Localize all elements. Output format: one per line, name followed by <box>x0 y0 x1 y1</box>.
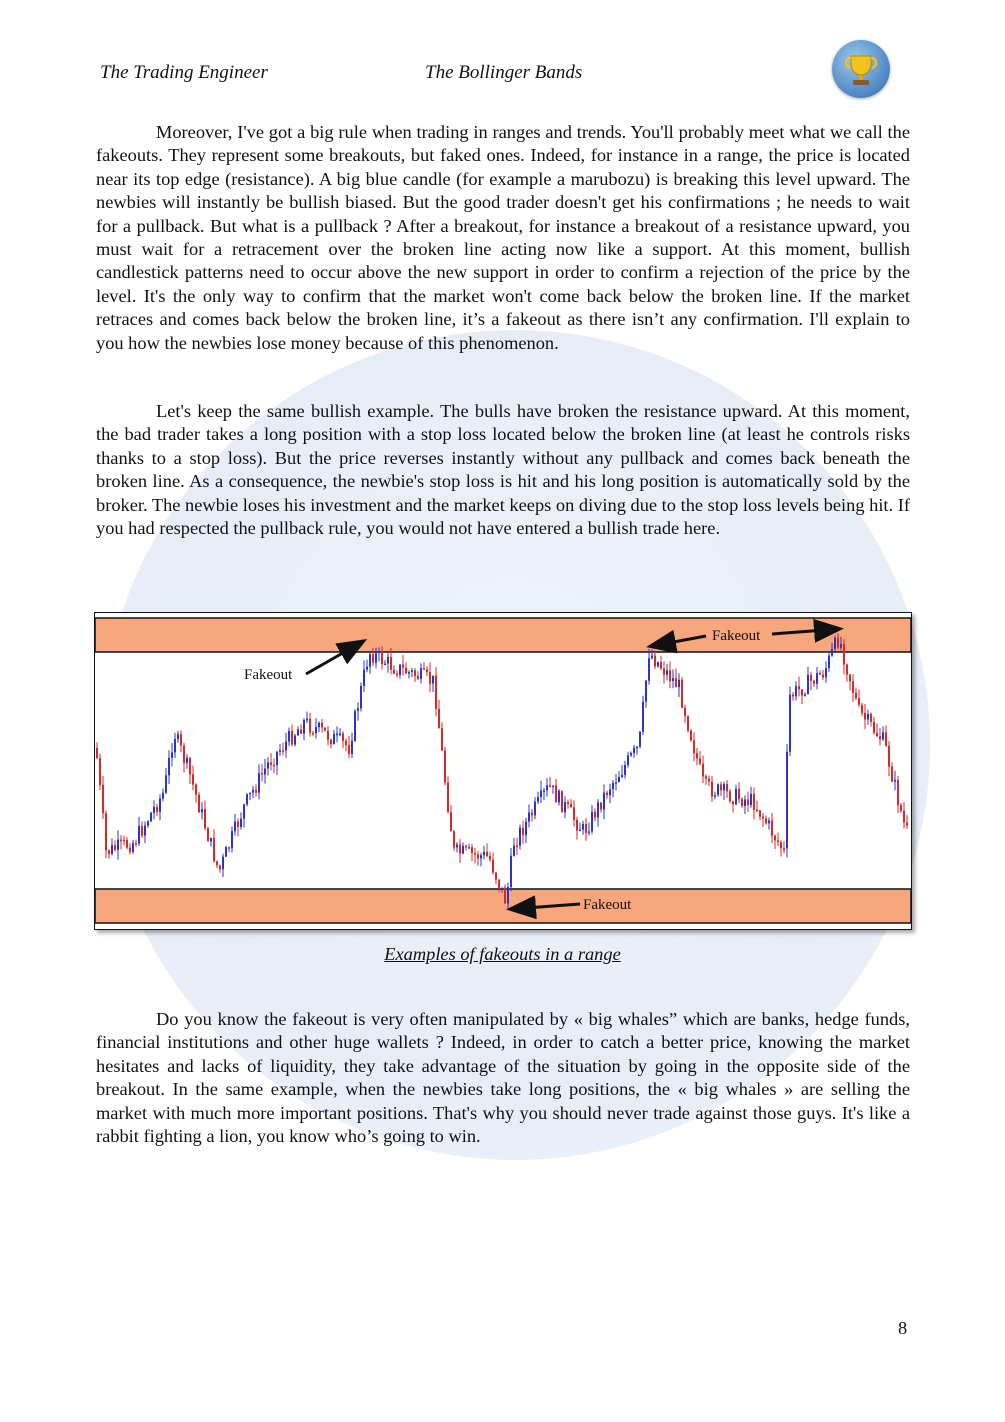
candle-body <box>282 750 284 752</box>
candle-body <box>405 668 407 674</box>
candle-body <box>609 789 611 795</box>
candle-body <box>750 794 752 805</box>
candle-body <box>279 750 281 752</box>
candle-body <box>612 783 614 790</box>
candle-body <box>801 689 803 695</box>
candle-body <box>186 758 188 763</box>
candle-body <box>525 822 527 836</box>
candle-body <box>426 669 428 672</box>
candle-body <box>654 656 656 667</box>
candle-body <box>369 654 371 667</box>
candle-body <box>708 779 710 782</box>
candle-body <box>396 674 398 676</box>
candle-body <box>453 831 455 847</box>
candle-body <box>399 665 401 675</box>
candle-body <box>663 668 665 674</box>
candle-body <box>822 675 824 678</box>
candle-body <box>756 810 758 812</box>
candle-body <box>882 732 884 739</box>
candle-body <box>378 651 380 653</box>
candle-body <box>402 665 404 668</box>
candle-body <box>315 727 317 733</box>
candle-body <box>288 731 290 741</box>
candle-body <box>351 741 353 754</box>
candle-body <box>903 811 905 823</box>
candle-body <box>339 734 341 736</box>
candle-body <box>789 695 791 752</box>
candle-body <box>234 822 236 832</box>
header-chapter-title: The Bollinger Bands <box>425 62 583 83</box>
candle-body <box>375 653 377 662</box>
resistance-zone <box>95 618 911 652</box>
candle-body <box>546 785 548 790</box>
candle-body <box>327 731 329 740</box>
candle-body <box>795 686 797 696</box>
candle-body <box>861 705 863 713</box>
candle-body <box>678 680 680 687</box>
support-zone <box>95 889 911 923</box>
candle-body <box>666 670 668 674</box>
candle-body <box>573 807 575 819</box>
candle-body <box>876 733 878 736</box>
candle-body <box>837 638 839 648</box>
candle-body <box>363 670 365 686</box>
candle-body <box>264 768 266 774</box>
candle-body <box>117 840 119 850</box>
candle-body <box>411 670 413 672</box>
candle-body <box>171 752 173 757</box>
candle-body <box>135 843 137 845</box>
candle-body <box>123 840 125 842</box>
candle-body <box>198 795 200 813</box>
candle-body <box>900 805 902 811</box>
candle-body <box>735 789 737 804</box>
candle-body <box>444 751 446 783</box>
candle-body <box>204 809 206 828</box>
candle-body <box>294 735 296 744</box>
candle-body <box>483 852 485 855</box>
candle-body <box>879 736 881 739</box>
candle-body <box>462 846 464 854</box>
candle-body <box>330 740 332 745</box>
candle-body <box>321 723 323 728</box>
candle-body <box>333 734 335 745</box>
candle-body <box>267 762 269 768</box>
candle-body <box>846 665 848 675</box>
candle-body <box>522 828 524 835</box>
candle-body <box>591 812 593 832</box>
candle-body <box>615 782 617 784</box>
candle-body <box>423 668 425 670</box>
candle-body <box>435 676 437 709</box>
candle-body <box>567 802 569 804</box>
candle-body <box>108 850 110 853</box>
candle-body <box>870 714 872 722</box>
candle-body <box>417 676 419 679</box>
candle-body <box>270 762 272 765</box>
candle-body <box>555 785 557 802</box>
candle-body <box>408 672 410 674</box>
candle-body <box>141 826 143 835</box>
candle-body <box>543 790 545 792</box>
candle-body <box>819 673 821 675</box>
candle-body <box>738 789 740 799</box>
candle-body <box>633 748 635 753</box>
candle-body <box>114 845 116 850</box>
candle-body <box>222 857 224 869</box>
fakeout-label-left: Fakeout <box>244 667 293 683</box>
candle-body <box>495 873 497 880</box>
candle-body <box>306 719 308 721</box>
candle-body <box>513 846 515 856</box>
candle-body <box>372 654 374 663</box>
candle-body <box>438 709 440 728</box>
candle-body <box>126 840 128 848</box>
candle-body <box>582 824 584 830</box>
candle-body <box>858 698 860 705</box>
candle-body <box>501 888 503 890</box>
candle-body <box>219 865 221 869</box>
candle-body <box>642 702 644 732</box>
candle-body <box>675 678 677 687</box>
candle-body <box>603 793 605 810</box>
candle-body <box>450 812 452 831</box>
candle-body <box>639 732 641 747</box>
candle-body <box>147 821 149 825</box>
candle-body <box>465 846 467 848</box>
candle-body <box>600 802 602 809</box>
candle-body <box>492 860 494 873</box>
candle-body <box>432 676 434 684</box>
candle-body <box>717 784 719 795</box>
candle-body <box>726 784 728 791</box>
candle-body <box>480 855 482 858</box>
candle-body <box>252 790 254 793</box>
candle-body <box>285 742 287 751</box>
candle-body <box>207 828 209 841</box>
candle-body <box>594 812 596 818</box>
candle-body <box>885 732 887 746</box>
candle-body <box>807 675 809 694</box>
candle-body <box>429 672 431 684</box>
candle-body <box>840 644 842 648</box>
candle-body <box>684 708 686 716</box>
candle-body <box>348 745 350 754</box>
candle-body <box>516 846 518 848</box>
candle-body <box>873 722 875 733</box>
candle-body <box>897 780 899 805</box>
candle-body <box>243 804 245 818</box>
candle-body <box>864 713 866 720</box>
candle-body <box>129 848 131 853</box>
candle-body <box>261 773 263 775</box>
candle-body <box>459 844 461 853</box>
candle-body <box>201 809 203 812</box>
candle-body <box>702 764 704 777</box>
body-paragraph: Do you know the fakeout is very often manipulated by « big whales” which are banks, hedge funds, financial institutions and other huge wallets ? Indeed, in order to catch a better price, knowing the market hesitates and lacks of liquidity, they take advantage of the situation by going in the opposite side of the breakout. In the same example, when the newbies take long positions, the « big whales » are selling the market with much more important positions. That's why you should never trade against those guys. It's like a rabbit fighting a lion, you know who’s going to win. <box>96 1009 910 1147</box>
candle-body <box>783 848 785 850</box>
candle-body <box>174 739 176 752</box>
candle-body <box>636 747 638 749</box>
candle-body <box>732 802 734 805</box>
candle-body <box>711 782 713 797</box>
candle-body <box>507 887 509 903</box>
candle-body <box>723 784 725 790</box>
chart-frame <box>94 612 912 930</box>
candle-body <box>99 758 101 785</box>
candle-body <box>111 845 113 854</box>
candle-body <box>156 807 158 812</box>
candle-body <box>336 734 338 736</box>
candle-body <box>420 668 422 679</box>
candle-body <box>831 649 833 656</box>
candle-body <box>852 681 854 692</box>
candle-body <box>237 822 239 827</box>
fakeout-label-top-right: Fakeout <box>712 628 761 644</box>
candle-body <box>300 729 302 733</box>
candle-body <box>552 785 554 787</box>
candle-body <box>342 734 344 741</box>
candle-body <box>324 728 326 731</box>
candle-body <box>777 840 779 842</box>
candle-body <box>486 852 488 856</box>
candle-body <box>195 785 197 795</box>
candle-body <box>231 831 233 848</box>
candle-body <box>645 681 647 702</box>
candle-body <box>474 853 476 855</box>
candle-body <box>579 830 581 832</box>
candle-body <box>189 758 191 774</box>
fakeout-chart-figure <box>94 612 912 930</box>
candle-body <box>681 680 683 708</box>
candle-body <box>651 656 653 659</box>
candle-body <box>447 782 449 812</box>
candle-body <box>345 741 347 745</box>
candle-body <box>855 693 857 698</box>
candle-body <box>276 752 278 765</box>
candle-body <box>696 753 698 758</box>
candle-body <box>792 695 794 697</box>
candle-body <box>213 838 215 861</box>
candle-body <box>471 847 473 853</box>
candle-body <box>393 670 395 674</box>
candle-body <box>540 791 542 797</box>
candle-body <box>354 711 356 741</box>
candle-body <box>291 731 293 744</box>
candle-body <box>381 651 383 664</box>
trophy-icon <box>832 40 890 98</box>
candle-body <box>180 734 182 745</box>
candle-body <box>168 758 170 775</box>
candle-body <box>759 810 761 816</box>
candle-body <box>630 753 632 755</box>
candle-body <box>489 856 491 860</box>
candle-body <box>891 767 893 782</box>
candle-body <box>132 843 134 852</box>
candle-body <box>843 644 845 664</box>
candle-body <box>414 670 416 676</box>
header-book-title: The Trading Engineer <box>100 62 268 83</box>
candle-body <box>816 673 818 684</box>
candle-body <box>576 820 578 831</box>
candle-body <box>309 719 311 733</box>
candle-body <box>102 785 104 813</box>
candle-body <box>255 790 257 793</box>
candle-body <box>549 785 551 787</box>
paragraph-3-container <box>96 1008 910 1148</box>
figure-caption: Examples of fakeouts in a range <box>384 944 621 964</box>
candle-body <box>441 728 443 750</box>
candle-body <box>867 714 869 720</box>
candle-body <box>153 807 155 813</box>
candle-body <box>303 720 305 734</box>
candle-body <box>273 765 275 767</box>
candle-body <box>669 670 671 681</box>
candle-body <box>588 831 590 833</box>
candle-body <box>468 847 470 849</box>
candle-body <box>534 802 536 816</box>
candle-body <box>894 780 896 782</box>
candle-body <box>687 716 689 730</box>
candle-body <box>690 731 692 741</box>
candle-body <box>477 854 479 858</box>
candle-body <box>498 880 500 888</box>
candle-body <box>228 847 230 849</box>
candle-body <box>312 733 314 735</box>
candle-body <box>741 799 743 806</box>
candle-body <box>660 662 662 668</box>
candle-body <box>804 694 806 696</box>
candle-body <box>210 838 212 841</box>
candle-body <box>768 821 770 824</box>
candle-body <box>360 686 362 708</box>
candle-body <box>648 658 650 681</box>
body-paragraph: Moreover, I've got a big rule when trading in ranges and trends. You'll probably meet what we call the fakeouts. They represent some breakouts, but faked ones. Indeed, for instance in a range, the price is located near its top edge (resistance). A big blue candle (for example a marubozu) is breaking this level upward. The newbies will instantly be bullish biased. But the good trader doesn't get his confirmations ; he needs to wait for a pullback. But what is a pullback ? After a breakout, for instance a breakout of a resistance upward, you must wait for a retracement over the broken line acting now like a support. At this moment, bullish candlestick patterns need to occur above the new support in order to confirm a rejection of the price by the level. It's the only way to confirm that the market won't come back below the broken line. If the market retraces and comes back below the broken line, it’s a fakeout as there isn’t any confirmation. I'll explain to you how the newbies lose money because of this phenomenon. <box>96 122 910 353</box>
candle-body <box>624 765 626 775</box>
page-number: 8 <box>898 1318 908 1338</box>
candle-body <box>597 802 599 817</box>
candle-body <box>390 657 392 670</box>
candle-body <box>765 818 767 823</box>
candle-body <box>165 775 167 793</box>
candle-body <box>144 826 146 836</box>
candle-body <box>699 758 701 763</box>
candle-body <box>618 777 620 782</box>
candle-body <box>528 812 530 821</box>
candle-body <box>564 802 566 812</box>
candle-body <box>510 856 512 887</box>
candlestick-chart <box>94 612 912 930</box>
candle-body <box>183 746 185 763</box>
candle-body <box>570 804 572 807</box>
candle-body <box>825 668 827 677</box>
candle-body <box>744 799 746 805</box>
paragraph-1-container <box>96 121 910 355</box>
candle-body <box>621 775 623 777</box>
candle-body <box>456 844 458 847</box>
candle-body <box>798 686 800 689</box>
candle-body <box>387 657 389 664</box>
candle-body <box>138 826 140 843</box>
candle-body <box>774 836 776 841</box>
candle-body <box>771 821 773 836</box>
candle-body <box>177 734 179 739</box>
candle-body <box>849 674 851 681</box>
candle-body <box>258 773 260 793</box>
candle-body <box>531 812 533 815</box>
candle-body <box>561 791 563 812</box>
candle-body <box>705 776 707 778</box>
candle-body <box>813 681 815 684</box>
candle-body <box>747 799 749 804</box>
candle-body <box>834 638 836 649</box>
candle-body <box>96 748 98 758</box>
candle-body <box>366 667 368 670</box>
candle-body <box>720 784 722 790</box>
fakeout-label-bottom: Fakeout <box>583 897 632 913</box>
candle-body <box>606 793 608 796</box>
body-paragraph: Let's keep the same bullish example. The bulls have broken the resistance upward. At this moment, the bad trader takes a long position with a stop loss located below the broken line (at least he controls risks thanks to a stop loss). But the price reverses instantly without any pullback and comes back beneath the broken line. As a consequence, the newbie's stop loss is hit and his long position is automatically sold by the broker. The newbie loses his investment and the market keeps on diving due to the stop loss levels being hit. If you had respected the pullback rule, you would not have entered a bullish trade here. <box>96 401 910 539</box>
candle-body <box>714 795 716 797</box>
candle-body <box>240 819 242 827</box>
candle-body <box>504 888 506 904</box>
candle-body <box>246 794 248 804</box>
candle-body <box>192 774 194 784</box>
candle-body <box>888 746 890 767</box>
candle-body <box>810 675 812 681</box>
candle-body <box>162 793 164 799</box>
candle-body <box>693 740 695 753</box>
candle-body <box>150 813 152 822</box>
candle-body <box>216 861 218 865</box>
candle-body <box>627 755 629 765</box>
candle-body <box>120 840 122 842</box>
candle-body <box>729 791 731 801</box>
candle-body <box>384 664 386 666</box>
candle-body <box>105 813 107 850</box>
candle-body <box>159 799 161 812</box>
candle-body <box>657 662 659 666</box>
paragraph-2-container <box>96 400 910 540</box>
candle-body <box>828 656 830 669</box>
candle-body <box>585 824 587 833</box>
candle-body <box>672 678 674 681</box>
candle-body <box>762 817 764 819</box>
candle-body <box>537 797 539 802</box>
candle-body <box>318 723 320 727</box>
candle-body <box>519 828 521 846</box>
candle-body <box>786 752 788 848</box>
candle-body <box>297 729 299 735</box>
candle-body <box>780 842 782 848</box>
candle-body <box>357 708 359 711</box>
candle-body <box>249 793 251 795</box>
page-header <box>0 58 1005 98</box>
candle-body <box>225 847 227 856</box>
candle-body <box>906 822 908 825</box>
candle-body <box>558 791 560 803</box>
candle-body <box>753 794 755 810</box>
